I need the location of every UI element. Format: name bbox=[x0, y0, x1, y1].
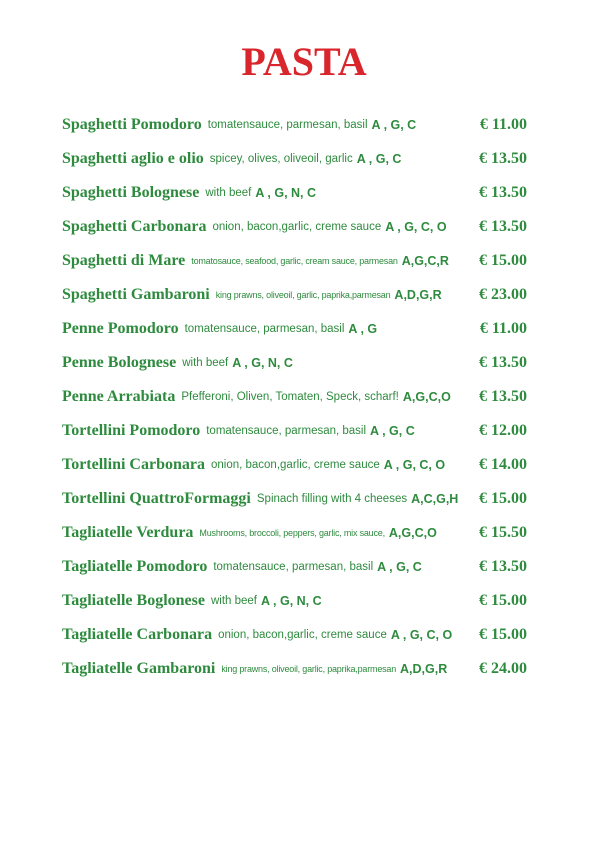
item-description: with beef bbox=[210, 595, 257, 607]
item-allergens: A,G,C,O bbox=[402, 390, 451, 404]
item-allergens: A , G, N, C bbox=[232, 356, 293, 370]
item-price: € 24.00 bbox=[475, 660, 527, 678]
pasta-menu-list bbox=[62, 108, 542, 686]
item-allergens: A , G, C, O bbox=[383, 458, 446, 472]
menu-item-spaghetti-bolognese bbox=[62, 176, 542, 210]
item-description: Pfefferoni, Oliven, Tomaten, Speck, scharf! bbox=[181, 391, 399, 403]
item-allergens: A , G, C bbox=[377, 560, 422, 574]
item-allergens: A,G,C,R bbox=[401, 254, 449, 268]
item-description: spicey, olives, oliveoil, garlic bbox=[209, 153, 353, 165]
item-description: onion, bacon,garlic, creme sauce bbox=[212, 221, 382, 233]
item-price: € 12.00 bbox=[475, 422, 527, 440]
item-description: tomatensauce, parmesan, basil bbox=[206, 425, 367, 437]
item-description: tomatensauce, parmesan, basil bbox=[213, 561, 374, 573]
menu-item-tagliatelle-verdura bbox=[62, 516, 542, 550]
item-price: € 15.00 bbox=[475, 490, 527, 508]
item-name: Penne Bolognese bbox=[62, 354, 177, 371]
item-price: € 15.00 bbox=[475, 626, 527, 644]
item-allergens: A , G bbox=[348, 322, 378, 336]
item-price: € 14.00 bbox=[475, 456, 527, 474]
menu-item-tagliatelle-gambaroni bbox=[62, 652, 542, 686]
item-description: onion, bacon,garlic, creme sauce bbox=[218, 629, 387, 641]
item-price: € 15.00 bbox=[475, 252, 527, 270]
item-name: Tortellini Pomodoro bbox=[62, 422, 201, 439]
item-price: € 13.50 bbox=[475, 388, 527, 406]
item-allergens: A , G, C, O bbox=[390, 628, 453, 642]
item-allergens: A,G,C,O bbox=[388, 526, 437, 540]
menu-item-spaghetti-aglio-e-olio bbox=[62, 142, 542, 176]
menu-item-spaghetti-carbonara bbox=[62, 210, 542, 244]
item-description: tomatosauce, seafood, garlic, cream sauce, parmesan bbox=[191, 256, 398, 266]
item-allergens: A,C,G,H bbox=[411, 492, 459, 506]
item-allergens: A , G, N, C bbox=[255, 186, 317, 200]
item-description: Mushrooms, broccoli, peppers, garlic, mix sauce, bbox=[199, 528, 385, 538]
item-description: tomatensauce, parmesan, basil bbox=[207, 119, 368, 131]
item-price: € 13.50 bbox=[475, 218, 527, 236]
item-name: Spaghetti Carbonara bbox=[62, 218, 207, 235]
item-name: Spaghetti Gambaroni bbox=[62, 286, 210, 303]
page-title: PASTA bbox=[241, 39, 367, 84]
menu-item-tagliatelle-pomodoro bbox=[62, 550, 542, 584]
item-name: Tagliatelle Boglonese bbox=[62, 592, 205, 609]
menu-item-tortellini-quattroformaggi bbox=[62, 482, 542, 516]
item-name: Tagliatelle Pomodoro bbox=[62, 558, 208, 575]
menu-item-spaghetti-di-mare bbox=[62, 244, 542, 278]
item-price: € 11.00 bbox=[476, 320, 527, 338]
item-description: onion, bacon,garlic, creme sauce bbox=[210, 459, 380, 471]
item-name: Tortellini QuattroFormaggi bbox=[62, 490, 251, 507]
item-description: king prawns, oliveoil, garlic, paprika,parmesan bbox=[221, 664, 397, 674]
menu-item-spaghetti-pomodoro bbox=[62, 108, 542, 142]
item-name: Spaghetti Bolognese bbox=[62, 184, 200, 201]
item-allergens: A , G, N, C bbox=[261, 594, 322, 608]
item-allergens: A , G, C bbox=[371, 118, 417, 132]
menu-item-penne-arrabiata bbox=[62, 380, 542, 414]
item-description: Spinach filling with 4 cheeses bbox=[256, 493, 408, 505]
item-price: € 13.50 bbox=[475, 184, 527, 202]
item-name: Tagliatelle Verdura bbox=[62, 524, 194, 541]
item-name: Tagliatelle Carbonara bbox=[62, 626, 213, 643]
item-price: € 15.00 bbox=[475, 592, 527, 610]
item-price: € 11.00 bbox=[476, 116, 527, 134]
item-name: Tagliatelle Gambaroni bbox=[62, 660, 216, 677]
item-description: king prawns, oliveoil, garlic, paprika,parmesan bbox=[215, 290, 391, 300]
item-name: Tortellini Carbonara bbox=[62, 456, 205, 473]
menu-item-penne-pomodoro bbox=[62, 312, 542, 346]
item-allergens: A,D,G,R bbox=[400, 662, 448, 676]
item-price: € 13.50 bbox=[475, 150, 527, 168]
item-name: Spaghetti di Mare bbox=[62, 252, 186, 269]
menu-item-spaghetti-gambaroni bbox=[62, 278, 542, 312]
menu-item-tagliatelle-carbonara bbox=[62, 618, 542, 652]
item-allergens: A , G, C bbox=[370, 424, 415, 438]
item-description: tomatensauce, parmesan, basil bbox=[184, 323, 345, 335]
item-name: Penne Arrabiata bbox=[62, 388, 176, 405]
item-allergens: A , G, C bbox=[356, 152, 402, 166]
item-price: € 23.00 bbox=[475, 286, 527, 304]
item-name: Spaghetti Pomodoro bbox=[62, 116, 202, 133]
menu-item-penne-bolognese bbox=[62, 346, 542, 380]
item-price: € 13.50 bbox=[475, 354, 527, 372]
item-name: Spaghetti aglio e olio bbox=[62, 150, 204, 167]
item-allergens: A,D,G,R bbox=[394, 288, 442, 302]
item-description: with beef bbox=[182, 357, 229, 369]
item-price: € 15.50 bbox=[475, 524, 527, 542]
menu-item-tagliatelle-boglonese bbox=[62, 584, 542, 618]
item-name: Penne Pomodoro bbox=[62, 320, 179, 337]
item-price: € 13.50 bbox=[475, 558, 527, 576]
menu-item-tortellini-carbonara bbox=[62, 448, 542, 482]
menu-item-tortellini-pomodoro bbox=[62, 414, 542, 448]
item-allergens: A , G, C, O bbox=[385, 220, 447, 234]
item-description: with beef bbox=[205, 187, 252, 199]
